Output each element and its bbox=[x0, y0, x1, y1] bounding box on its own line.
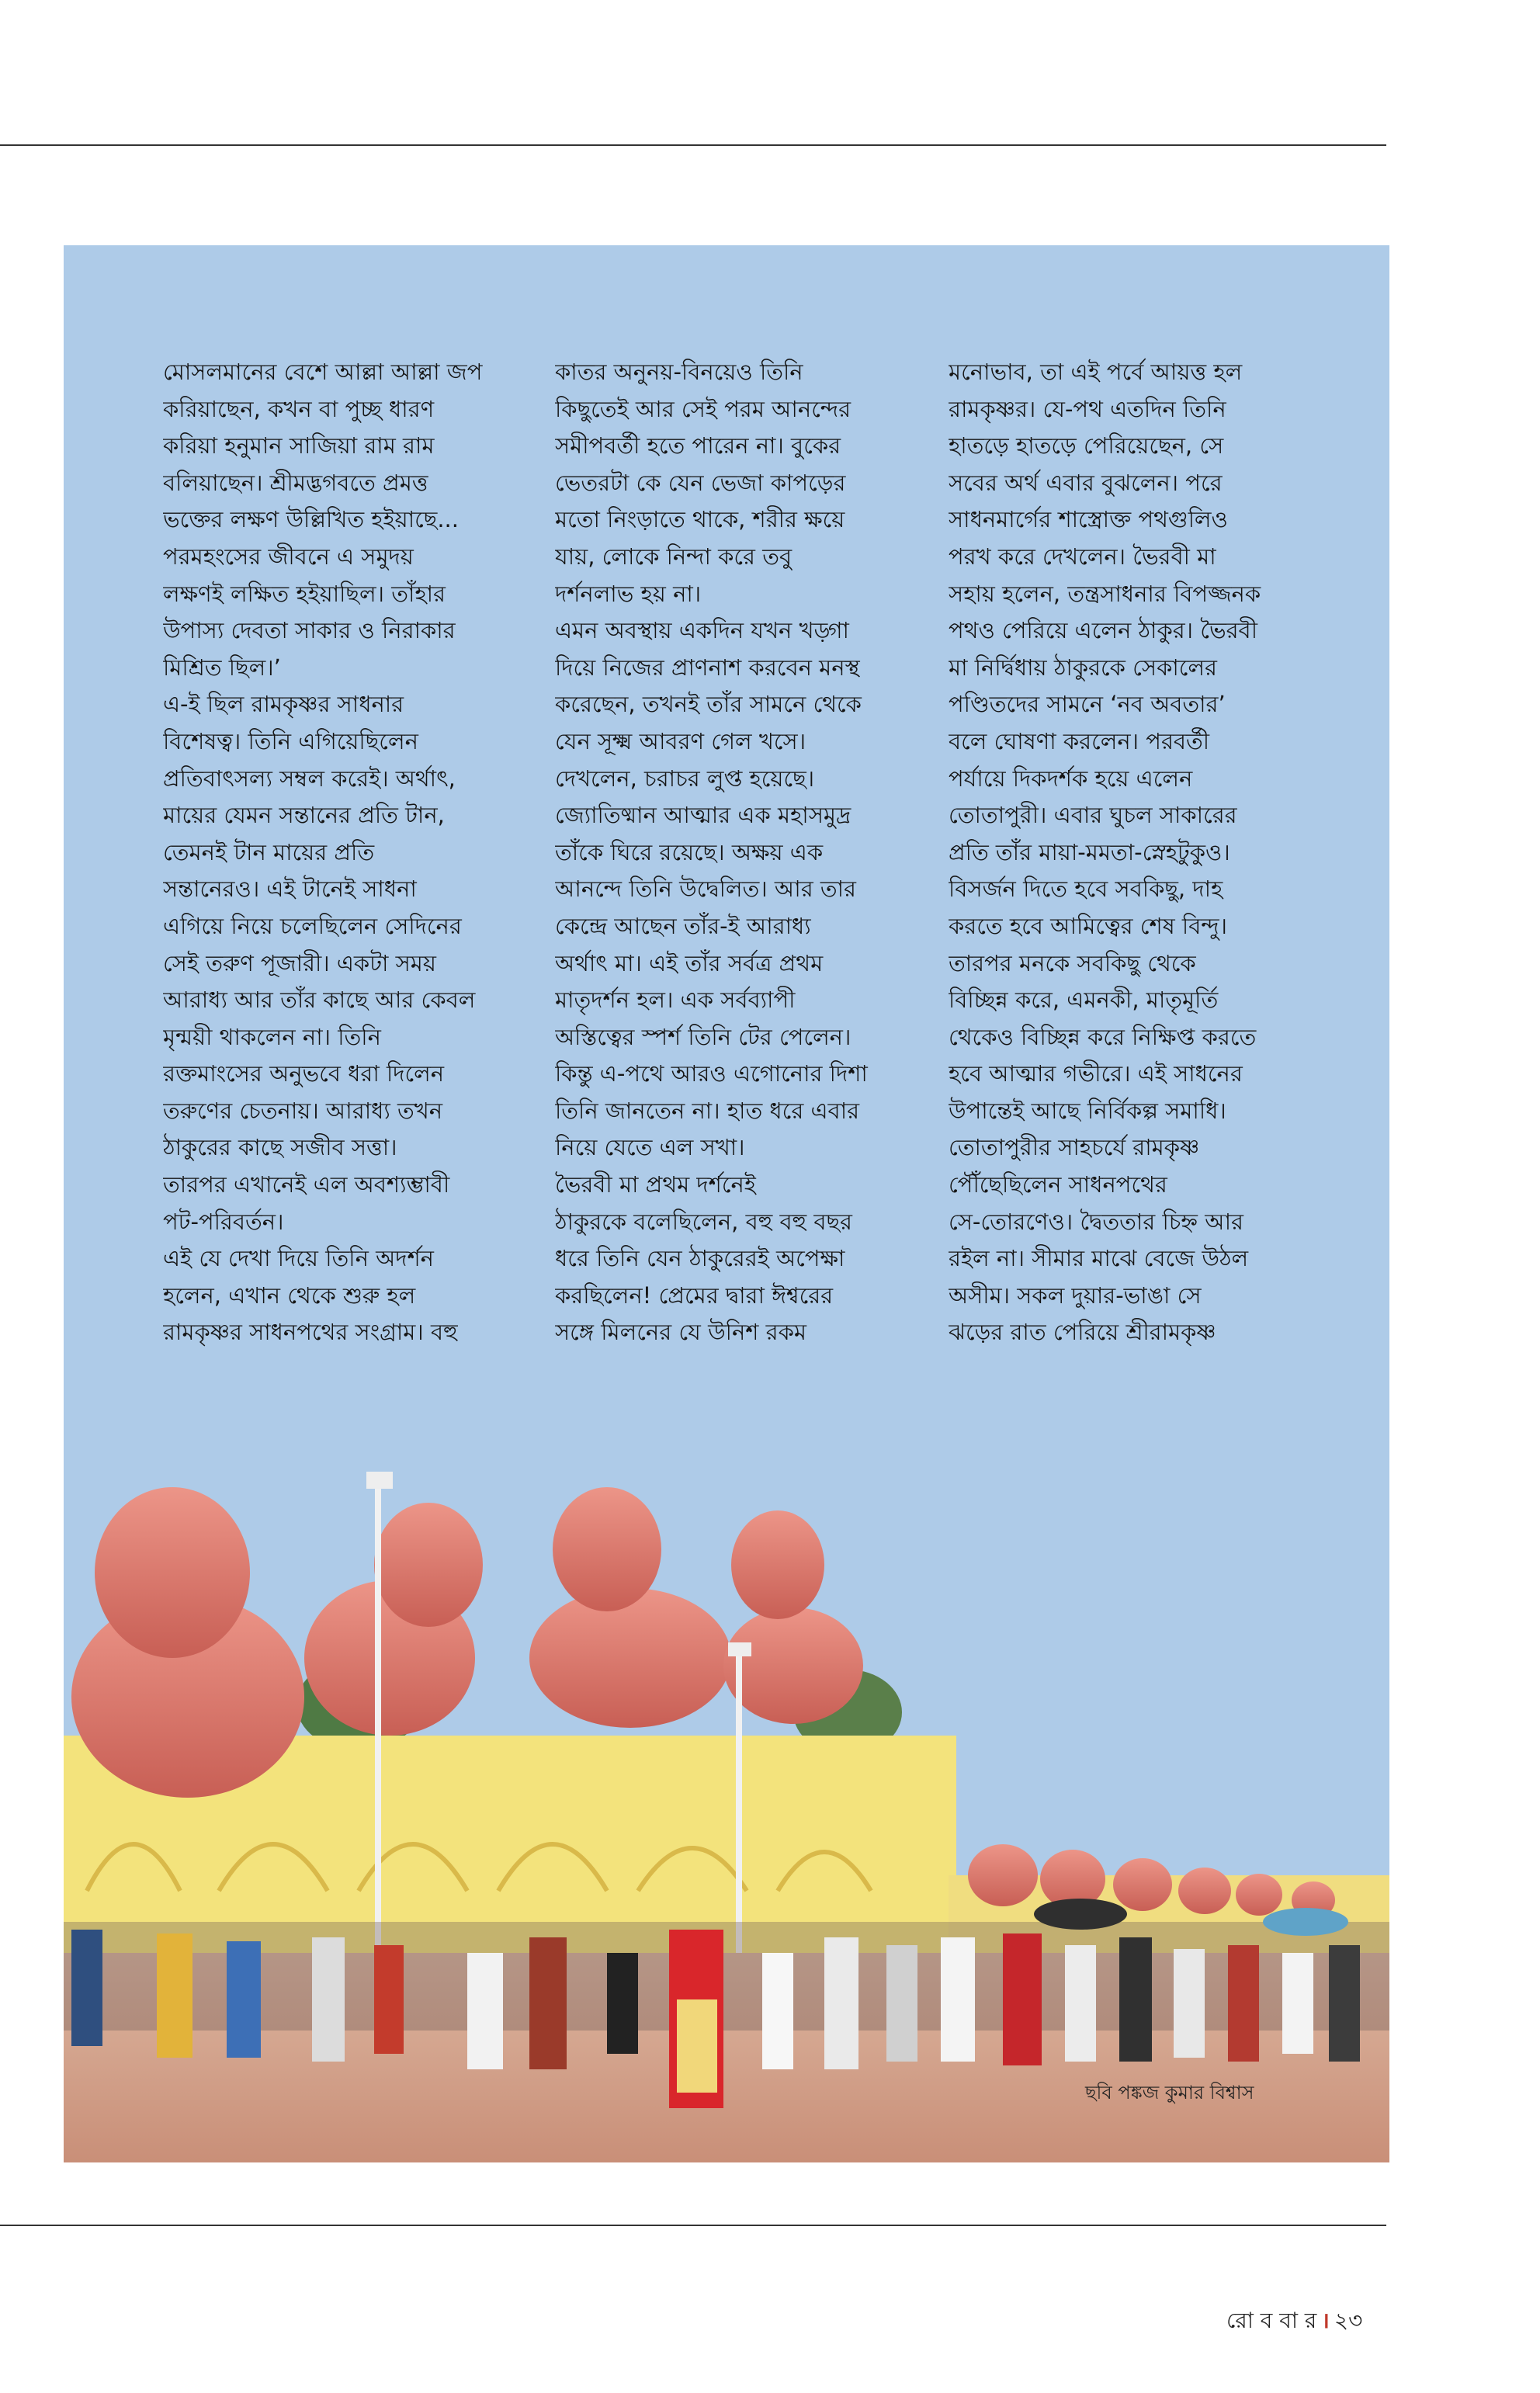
text-line: হলেন, এখান থেকে শুরু হল bbox=[163, 1281, 416, 1309]
text-line: করিয়া হনুমান সাজিয়া রাম রাম bbox=[163, 432, 435, 460]
text-line: এ-ই ছিল রামকৃষ্ণর সাধনার bbox=[163, 691, 404, 718]
text-column-1 bbox=[163, 354, 514, 1351]
text-line: বিশেষত্ব। তিনি এগিয়েছিলেন bbox=[163, 727, 418, 754]
bottom-rule bbox=[0, 2225, 1386, 2226]
text-line: দেখলেন, চরাচর লুপ্ত হয়েছে। bbox=[555, 765, 815, 792]
temple-photo bbox=[64, 1456, 1389, 2162]
text-line: প্রতি তাঁর মায়া-মমতা-স্নেহটুকুও। bbox=[949, 838, 1230, 865]
text-line: করিয়াছেন, কখন বা পুচ্ছ ধারণ bbox=[163, 395, 435, 422]
text-line: ঠাকুরকে বলেছিলেন, বহু বহু বছর bbox=[555, 1208, 853, 1235]
text-line: কেন্দ্রে আছেন তাঁর-ই আরাধ্য bbox=[555, 912, 811, 939]
top-rule bbox=[0, 144, 1386, 146]
text-line: পরখ করে দেখলেন। ভৈরবী মা bbox=[949, 543, 1216, 570]
floodlight bbox=[728, 1642, 751, 1656]
text-line: মোসলমানের বেশে আল্লা আল্লা জপ bbox=[163, 359, 483, 385]
text-line: তারপর মনকে সবকিছু থেকে bbox=[949, 949, 1196, 976]
magazine-name: রো ব বা র bbox=[1226, 2308, 1317, 2333]
text-line: সমীপবর্তী হতে পারেন না। বুকের bbox=[555, 432, 841, 460]
text-line: উপাস্য দেবতা সাকার ও নিরাকার bbox=[163, 617, 456, 644]
text-line: আরাধ্য আর তাঁর কাছে আর কেবল bbox=[163, 987, 476, 1014]
text-line: ভৈরবী মা প্রথম দর্শনেই bbox=[555, 1171, 756, 1198]
text-line: মা নির্দ্বিধায় ঠাকুরকে সেকালের bbox=[949, 654, 1217, 681]
text-column-2 bbox=[555, 354, 906, 1351]
text-line: প্রতিবাৎসল্য সম্বল করেই। অর্থাৎ, bbox=[163, 765, 456, 792]
text-line: লক্ষণই লক্ষিত হইয়াছিল। তাঁহার bbox=[163, 580, 446, 607]
text-line: মিশ্রিত ছিল।’ bbox=[163, 654, 281, 681]
text-line: রইল না। সীমার মাঝে বেজে উঠল bbox=[949, 1245, 1249, 1272]
text-line: অসীম। সকল দুয়ার-ভাঙা সে bbox=[949, 1281, 1202, 1309]
text-line: থেকেও বিচ্ছিন্ন করে নিক্ষিপ্ত করতে bbox=[949, 1023, 1257, 1050]
text-line: হবে আত্মার গভীরে। এই সাধনের bbox=[949, 1060, 1243, 1087]
text-line: সাধনমার্গের শাস্ত্রোক্ত পথগুলিও bbox=[949, 506, 1228, 533]
text-line: সন্তানেরও। এই টানেই সাধনা bbox=[163, 876, 417, 903]
photo-credit: ছবি পঙ্কজ কুমার বিশ্বাস bbox=[1085, 2082, 1254, 2103]
text-line: সেই তরুণ পূজারী। একটা সময় bbox=[163, 949, 436, 976]
text-line: যায়, লোকে নিন্দা করে তবু bbox=[555, 543, 793, 570]
text-line: ধরে তিনি যেন ঠাকুরেরই অপেক্ষা bbox=[555, 1245, 845, 1272]
text-line: হাতড়ে হাতড়ে পেরিয়েছেন, সে bbox=[949, 432, 1224, 460]
text-line: বিসর্জন দিতে হবে সবকিছু, দাহ bbox=[949, 876, 1223, 903]
text-line: তারপর এখানেই এল অবশ্যম্ভাবী bbox=[163, 1171, 450, 1198]
text-line: সে-তোরণেও। দ্বৈততার চিহ্ন আর bbox=[949, 1208, 1243, 1235]
text-line: নিয়ে যেতে এল সখা। bbox=[555, 1134, 745, 1161]
text-line: এই যে দেখা দিয়ে তিনি অদর্শন bbox=[163, 1245, 434, 1272]
text-line: রামকৃষ্ণর। যে-পথ এতদিন তিনি bbox=[949, 395, 1226, 422]
text-line: দিয়ে নিজের প্রাণনাশ করবেন মনস্থ bbox=[555, 654, 860, 681]
text-line: বিচ্ছিন্ন করে, এমনকী, মাতৃমূর্তি bbox=[949, 987, 1219, 1014]
page-footer bbox=[1226, 2304, 1362, 2340]
text-line: তরুণের চেতনায়। আরাধ্য তখন bbox=[163, 1097, 443, 1124]
text-line: বলে ঘোষণা করলেন। পরবর্তী bbox=[949, 727, 1210, 754]
text-line: উপান্তেই আছে নির্বিকল্প সমাধি। bbox=[949, 1097, 1226, 1124]
text-line: এগিয়ে নিয়ে চলেছিলেন সেদিনের bbox=[163, 912, 462, 939]
text-line: ভেতরটা কে যেন ভেজা কাপড়ের bbox=[555, 469, 846, 496]
text-line: তিনি জানতেন না। হাত ধরে এবার bbox=[555, 1097, 860, 1124]
text-line: সহায় হলেন, তন্ত্রসাধনার বিপজ্জনক bbox=[949, 580, 1261, 607]
text-line: পরমহংসের জীবনে এ সমুদয় bbox=[163, 543, 414, 570]
text-line: সবের অর্থ এবার বুঝলেন। পরে bbox=[949, 469, 1223, 496]
text-line: তাঁকে ঘিরে রয়েছে। অক্ষয় এক bbox=[555, 838, 824, 865]
text-line: মৃন্ময়ী থাকলেন না। তিনি bbox=[163, 1023, 381, 1050]
text-line: বলিয়াছেন। শ্রীমদ্ভগবতে প্রমত্ত bbox=[163, 469, 428, 496]
text-line: রামকৃষ্ণর সাধনপথের সংগ্রাম। বহু bbox=[163, 1319, 458, 1346]
text-column-3 bbox=[949, 354, 1299, 1351]
text-line: সঙ্গে মিলনের যে উনিশ রকম bbox=[555, 1319, 807, 1346]
text-line: পট-পরিবর্তন। bbox=[163, 1208, 284, 1235]
text-line: জ্যোতিষ্মান আত্মার এক মহাসমুদ্র bbox=[555, 802, 852, 829]
text-line: করতে হবে আমিত্বের শেষ বিন্দু। bbox=[949, 912, 1228, 939]
text-line: অর্থাৎ মা। এই তাঁর সর্বত্র প্রথম bbox=[555, 949, 824, 976]
text-line: কাতর অনুনয়-বিনয়েও তিনি bbox=[555, 359, 803, 385]
text-line: এমন অবস্থায় একদিন যখন খড়্গা bbox=[555, 617, 849, 644]
text-line: কিছুতেই আর সেই পরম আনন্দের bbox=[555, 395, 852, 422]
text-line: পথও পেরিয়ে এলেন ঠাকুর। ভৈরবী bbox=[949, 617, 1257, 644]
text-line: তোতাপুরী। এবার ঘুচল সাকারের bbox=[949, 802, 1237, 829]
text-line: পৌঁছেছিলেন সাধনপথের bbox=[949, 1171, 1167, 1198]
umbrella bbox=[1263, 1908, 1348, 1936]
text-line: যেন সূক্ষ্ম আবরণ গেল খসে। bbox=[555, 727, 806, 754]
text-line: দর্শনলাভ হয় না। bbox=[555, 580, 702, 607]
floodlight bbox=[366, 1472, 393, 1489]
text-line: তোতাপুরীর সাহচর্যে রামকৃষ্ণ bbox=[949, 1134, 1200, 1161]
umbrella bbox=[1034, 1899, 1127, 1930]
text-line: কিন্তু এ-পথে আরও এগোনোর দিশা bbox=[555, 1060, 868, 1087]
article-panel bbox=[64, 245, 1389, 2162]
text-line: করেছেন, তখনই তাঁর সামনে থেকে bbox=[555, 691, 862, 718]
text-line: তেমনই টান মায়ের প্রতি bbox=[163, 838, 375, 865]
text-line: করছিলেন! প্রেমের দ্বারা ঈশ্বরের bbox=[555, 1281, 834, 1309]
text-line: পর্যায়ে দিকদর্শক হয়ে এলেন bbox=[949, 765, 1193, 792]
article-columns bbox=[163, 354, 1296, 1565]
text-line: মনোভাব, তা এই পর্বে আয়ত্ত হল bbox=[949, 359, 1243, 385]
text-line: অস্তিত্বের স্পর্শ তিনি টের পেলেন। bbox=[555, 1023, 852, 1050]
page-number: ২৩ bbox=[1334, 2308, 1363, 2333]
text-line: ভক্তের লক্ষণ উল্লিখিত হইয়াছে... bbox=[163, 506, 459, 533]
footer-separator: । bbox=[1321, 2308, 1330, 2333]
text-line: রক্তমাংসের অনুভবে ধরা দিলেন bbox=[163, 1060, 445, 1087]
text-line: পণ্ডিতদের সামনে ‘নব অবতার’ bbox=[949, 691, 1226, 718]
text-line: ঠাকুরের কাছে সজীব সত্তা। bbox=[163, 1134, 397, 1161]
text-line: মতো নিংড়াতে থাকে, শরীর ক্ষয়ে bbox=[555, 506, 845, 533]
text-line: ঝড়ের রাত পেরিয়ে শ্রীরামকৃষ্ণ bbox=[949, 1319, 1216, 1346]
text-line: মাতৃদর্শন হল। এক সর্বব্যাপী bbox=[555, 987, 796, 1014]
text-line: আনন্দে তিনি উদ্বেলিত। আর তার bbox=[555, 876, 857, 903]
text-line: মায়ের যেমন সন্তানের প্রতি টান, bbox=[163, 802, 445, 829]
